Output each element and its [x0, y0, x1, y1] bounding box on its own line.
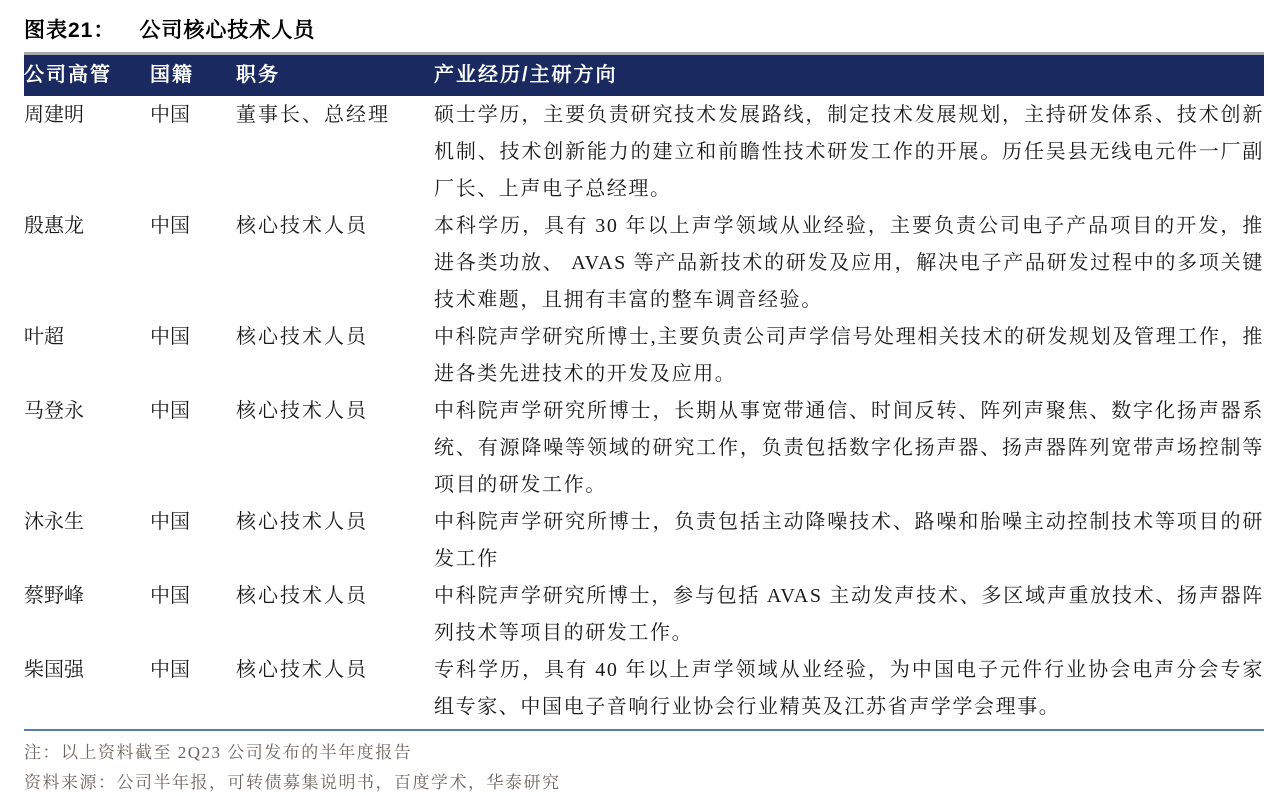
cell-nationality: 中国 — [150, 400, 190, 422]
cell-experience: 本科学历，具有 30 年以上声学领域从业经验，主要负责公司电子产品项目的开发，推进各类功放、 AVAS 等产品新技术的研发及应用，解决电子产品研发过程中的多项关键技术难题，且拥有丰富的整车调音经验。 — [434, 215, 1264, 311]
cell-position: 核心技术人员 — [236, 585, 368, 607]
cell-experience: 硕士学历，主要负责研究技术发展路线，制定技术发展规划，主持研发体系、技术创新机制、技术创新能力的建立和前瞻性技术研发工作的开展。历任吴县无线电元件一厂副厂长、上声电子总经理。 — [434, 104, 1264, 200]
cell-nationality: 中国 — [150, 659, 190, 681]
core-technical-staff-table — [24, 52, 1264, 731]
cell-executive-name: 蔡野峰 — [24, 585, 84, 607]
column-header-experience: 产业经历/主研方向 — [434, 64, 618, 86]
note-line: 注：以上资料截至 2Q23 公司发布的半年度报告 — [24, 743, 413, 762]
cell-nationality: 中国 — [150, 326, 190, 348]
cell-position: 核心技术人员 — [236, 215, 368, 237]
table-header-row — [24, 55, 1264, 96]
cell-position: 董事长、总经理 — [236, 104, 390, 126]
table-row — [24, 97, 1264, 208]
cell-experience: 中科院声学研究所博士，参与包括 AVAS 主动发声技术、多区域声重放技术、扬声器阵列技术等项目的研发工作。 — [434, 585, 1264, 644]
cell-nationality: 中国 — [150, 104, 190, 126]
cell-position: 核心技术人员 — [236, 659, 368, 681]
column-header-position: 职务 — [236, 64, 280, 86]
table-row — [24, 652, 1264, 726]
cell-experience: 专科学历，具有 40 年以上声学领域从业经验，为中国电子元件行业协会电声分会专家组专家、中国电子音响行业协会行业精英及江苏省声学学会理事。 — [434, 659, 1264, 718]
cell-executive-name: 柴国强 — [24, 659, 84, 681]
column-header-nationality: 国籍 — [150, 64, 194, 86]
cell-executive-name: 叶超 — [24, 326, 64, 348]
table-row — [24, 578, 1264, 652]
cell-experience: 中科院声学研究所博士,主要负责公司声学信号处理相关技术的研发规划及管理工作，推进各类先进技术的开发及应用。 — [434, 326, 1264, 385]
table-row — [24, 504, 1264, 578]
cell-nationality: 中国 — [150, 511, 190, 533]
cell-experience: 中科院声学研究所博士，长期从事宽带通信、时间反转、阵列声聚焦、数字化扬声器系统、有源降噪等领域的研究工作，负责包括数字化扬声器、扬声器阵列宽带声场控制等项目的研发工作。 — [434, 400, 1264, 496]
table-row — [24, 319, 1264, 393]
figure-title-text: 公司核心技术人员 — [139, 19, 316, 42]
source-line: 资料来源：公司半年报，可转债募集说明书，百度学术，华泰研究 — [24, 773, 561, 792]
table-row — [24, 208, 1264, 319]
cell-position: 核心技术人员 — [236, 326, 368, 348]
footnotes — [24, 731, 1264, 796]
cell-executive-name: 沐永生 — [24, 511, 84, 533]
table-body — [24, 96, 1264, 729]
figure-title — [24, 10, 1264, 52]
table-row — [24, 393, 1264, 504]
cell-nationality: 中国 — [150, 215, 190, 237]
cell-executive-name: 殷惠龙 — [24, 215, 84, 237]
cell-position: 核心技术人员 — [236, 511, 368, 533]
cell-executive-name: 周建明 — [24, 104, 84, 126]
cell-nationality: 中国 — [150, 585, 190, 607]
cell-position: 核心技术人员 — [236, 400, 368, 422]
column-header-executive: 公司高管 — [24, 64, 112, 86]
cell-executive-name: 马登永 — [24, 400, 84, 422]
cell-experience: 中科院声学研究所博士，负责包括主动降噪技术、路噪和胎噪主动控制技术等项目的研发工作 — [434, 511, 1264, 570]
figure-number-label: 图表21： — [24, 19, 116, 42]
